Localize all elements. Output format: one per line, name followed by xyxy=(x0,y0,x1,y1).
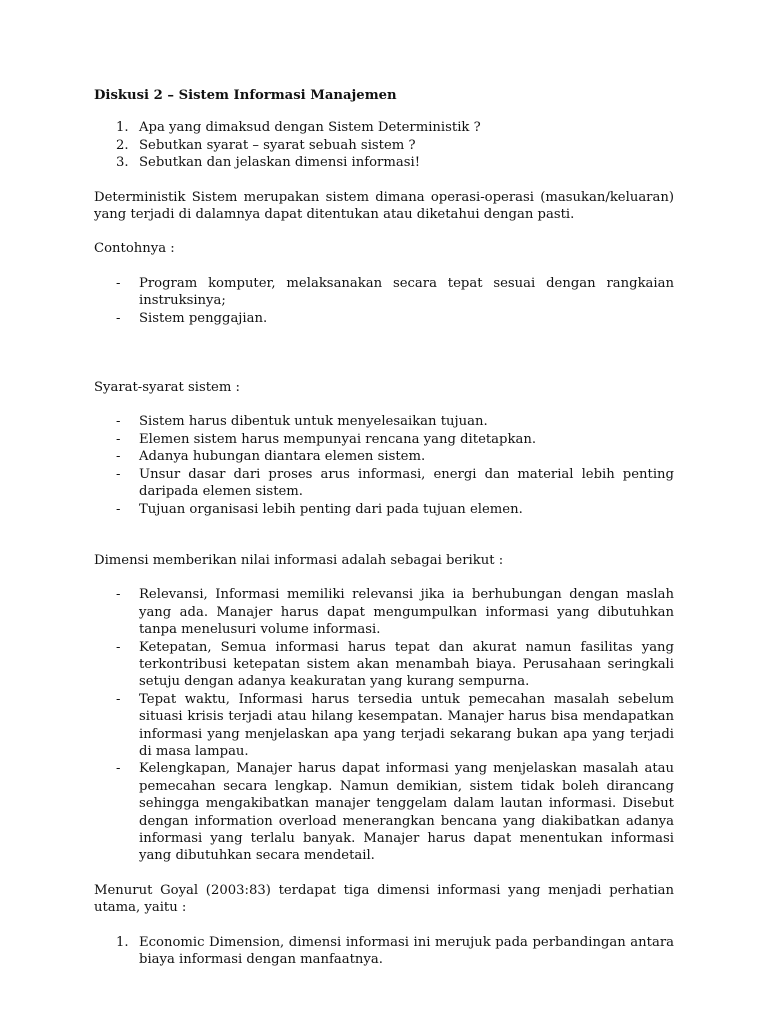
list-item-text: Ketepatan, Semua informasi harus tepat dan akurat namun fasilitas yang terkontribusi ketepatan sistem akan menambah biaya. Perusahaan seringkali setuju dengan adanya keakuratan yang kurang sempurna. xyxy=(139,639,674,690)
question-item xyxy=(94,137,674,154)
list-item-text: Sistem harus dibentuk untuk menyelesaikan tujuan. xyxy=(139,414,488,430)
contoh-list xyxy=(94,275,674,327)
dimensi-list xyxy=(94,586,674,865)
contoh-heading: Contohnya : xyxy=(94,241,175,257)
list-item xyxy=(94,934,674,969)
list-item xyxy=(94,466,674,501)
question-item xyxy=(94,154,674,171)
list-item-text: Economic Dimension, dimensi informasi ini merujuk pada perbandingan antara biaya informasi dengan manfaatnya. xyxy=(139,934,674,968)
list-item xyxy=(94,310,674,327)
list-item xyxy=(94,691,674,761)
list-item-text: Tepat waktu, Informasi harus tersedia untuk pemecahan masalah sebelum situasi krisis terjadi atau hilang kesempatan. Manajer harus bisa mendapatkan informasi yang menjelaskan apa yang terjadi sekarang bukan apa yang terjadi di masa lampau. xyxy=(139,691,674,759)
bullet-dash: - xyxy=(116,275,121,291)
question-number: 3. xyxy=(116,155,129,171)
list-item xyxy=(94,275,674,310)
list-item xyxy=(94,586,674,638)
list-item xyxy=(94,431,674,448)
document-body xyxy=(94,87,674,968)
question-text: Apa yang dimaksud dengan Sistem Deterministik ? xyxy=(139,120,481,136)
list-item-text: Relevansi, Informasi memiliki relevansi jika ia berhubungan dengan maslah yang ada. Manajer harus dapat mengumpulkan informasi yang dibutuhkan tanpa menelusuri volume informasi. xyxy=(139,587,674,638)
bullet-dash: - xyxy=(116,501,121,517)
dimensi-heading: Dimensi memberikan nilai informasi adalah sebagai berikut : xyxy=(94,552,504,568)
bullet-dash: - xyxy=(116,761,121,777)
bullet-dash: - xyxy=(116,414,121,430)
bullet-dash: - xyxy=(116,466,121,482)
list-item xyxy=(94,413,674,430)
bullet-dash: - xyxy=(116,431,121,447)
list-item-text: Kelengkapan, Manajer harus dapat informasi yang menjelaskan masalah atau pemecahan secara lengkap. Namun demikian, sistem tidak boleh dirancang sehingga mengakibatkan manajer tenggelam dalam lautan informasi. Disebut dengan information overload menerangkan bencana yang diakibatkan adanya informasi yang terlalu banyak. Manajer harus dapat menentukan informasi yang dibutuhkan secara mendetail. xyxy=(139,761,674,864)
question-number: 1. xyxy=(116,120,129,136)
bullet-dash: - xyxy=(116,449,121,465)
list-number: 1. xyxy=(116,934,129,950)
syarat-list xyxy=(94,413,674,517)
goyal-paragraph: Menurut Goyal (2003:83) terdapat tiga dimensi informasi yang menjadi perhatian utama, yaitu : xyxy=(94,882,674,916)
list-item xyxy=(94,448,674,465)
document-title: Diskusi 2 – Sistem Informasi Manajemen xyxy=(94,88,397,103)
list-item-text: Adanya hubungan diantara elemen sistem. xyxy=(139,449,426,465)
goyal-list xyxy=(94,934,674,969)
bullet-dash: - xyxy=(116,691,121,707)
bullet-dash: - xyxy=(116,639,121,655)
syarat-heading: Syarat-syarat sistem : xyxy=(94,380,241,396)
question-item xyxy=(94,119,674,136)
list-item-text: Elemen sistem harus mempunyai rencana yang ditetapkan. xyxy=(139,431,537,447)
bullet-dash: - xyxy=(116,587,121,603)
list-item xyxy=(94,760,674,864)
list-item-text: Unsur dasar dari proses arus informasi, energi dan material lebih penting daripada elemen sistem. xyxy=(139,466,674,500)
list-item xyxy=(94,501,674,518)
question-text: Sebutkan syarat – syarat sebuah sistem ? xyxy=(139,137,416,153)
list-item-text: Sistem penggajian. xyxy=(139,310,268,326)
deterministik-paragraph: Deterministik Sistem merupakan sistem dimana operasi-operasi (masukan/keluaran) yang terjadi di dalamnya dapat ditentukan atau diketahui dengan pasti. xyxy=(94,189,674,223)
question-number: 2. xyxy=(116,137,129,153)
question-list xyxy=(94,119,674,171)
list-item xyxy=(94,639,674,691)
list-item-text: Tujuan organisasi lebih penting dari pada tujuan elemen. xyxy=(139,501,523,517)
list-item-text: Program komputer, melaksanakan secara tepat sesuai dengan rangkaian instruksinya; xyxy=(139,275,674,309)
bullet-dash: - xyxy=(116,310,121,326)
question-text: Sebutkan dan jelaskan dimensi informasi! xyxy=(139,155,421,171)
